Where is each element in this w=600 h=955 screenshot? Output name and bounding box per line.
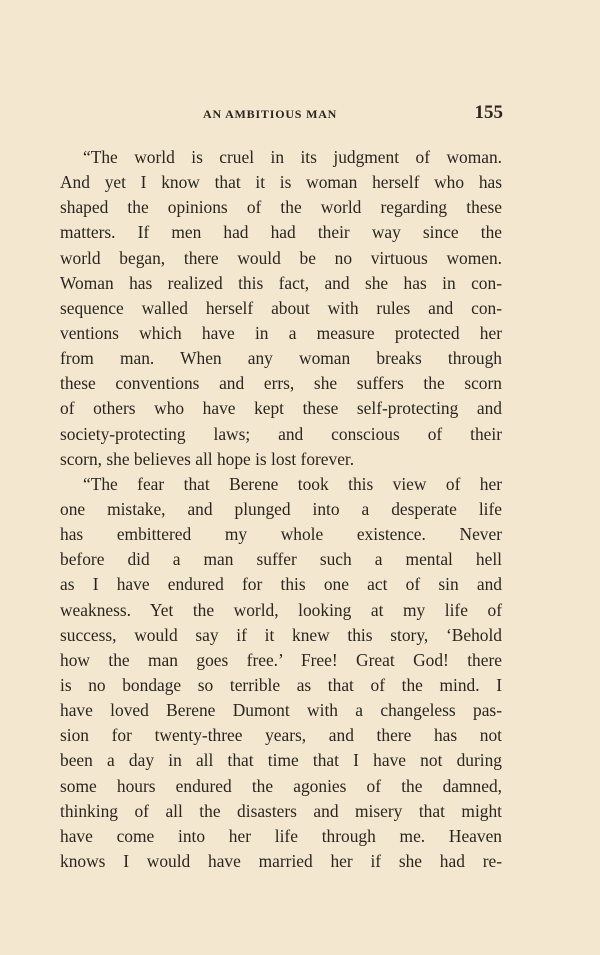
text-line: And yet I know that it is woman herself who has <box>60 172 502 193</box>
text-line: of others who have kept these self-protecting and <box>60 398 502 419</box>
text-line: sion for twenty-three years, and there has not <box>60 725 502 746</box>
text-line: “The fear that Berene took this view of her <box>83 473 502 494</box>
running-header <box>60 102 503 126</box>
text-line: thinking of all the disasters and misery that might <box>60 800 502 821</box>
text-line: “The world is cruel in its judgment of woman. <box>83 147 502 167</box>
text-line: society-protecting laws; and conscious of their <box>60 423 502 444</box>
text-line: have come into her life through me. Heaven <box>60 825 502 846</box>
text-line: success, would say if it knew this story, ‘Behold <box>60 624 502 645</box>
text-line: have loved Berene Dumont with a changeless pas- <box>60 700 502 721</box>
text-line: these conventions and errs, she suffers the scorn <box>60 373 502 394</box>
text-line: one mistake, and plunged into a desperate life <box>60 498 502 519</box>
text-line: knows I would have married her if she had re- <box>60 850 502 871</box>
text-line: matters. If men had had their way since the <box>60 222 502 243</box>
text-line: scorn, she believes all hope is lost forever. <box>60 448 355 469</box>
text-line: Woman has realized this fact, and she has in con- <box>60 272 502 293</box>
paragraph-2 <box>60 472 502 874</box>
text-line: is no bondage so terrible as that of the mind. I <box>60 674 502 695</box>
text-line: from man. When any woman breaks through <box>60 348 502 369</box>
text-line: been a day in all that time that I have not during <box>60 750 502 771</box>
text-line: shaped the opinions of the world regarding these <box>60 197 502 218</box>
text-line: has embittered my whole existence. Never <box>60 524 502 545</box>
text-line: how the man goes free.’ Free! Great God! there <box>60 649 502 670</box>
page-number: 155 <box>474 102 503 123</box>
paragraph-1 <box>60 145 502 472</box>
running-title: AN AMBITIOUS MAN <box>203 107 338 121</box>
text-line: as I have endured for this one act of sin and <box>60 574 502 595</box>
text-line: sequence walled herself about with rules and con- <box>60 297 502 318</box>
text-line: before did a man suffer such a mental hell <box>60 549 502 570</box>
text-line: weakness. Yet the world, looking at my life of <box>60 599 502 620</box>
text-line: world began, there would be no virtuous women. <box>60 247 502 268</box>
text-line: ventions which have in a measure protected her <box>60 322 502 343</box>
body-text <box>60 145 502 874</box>
text-line: some hours endured the agonies of the damned, <box>60 775 502 796</box>
